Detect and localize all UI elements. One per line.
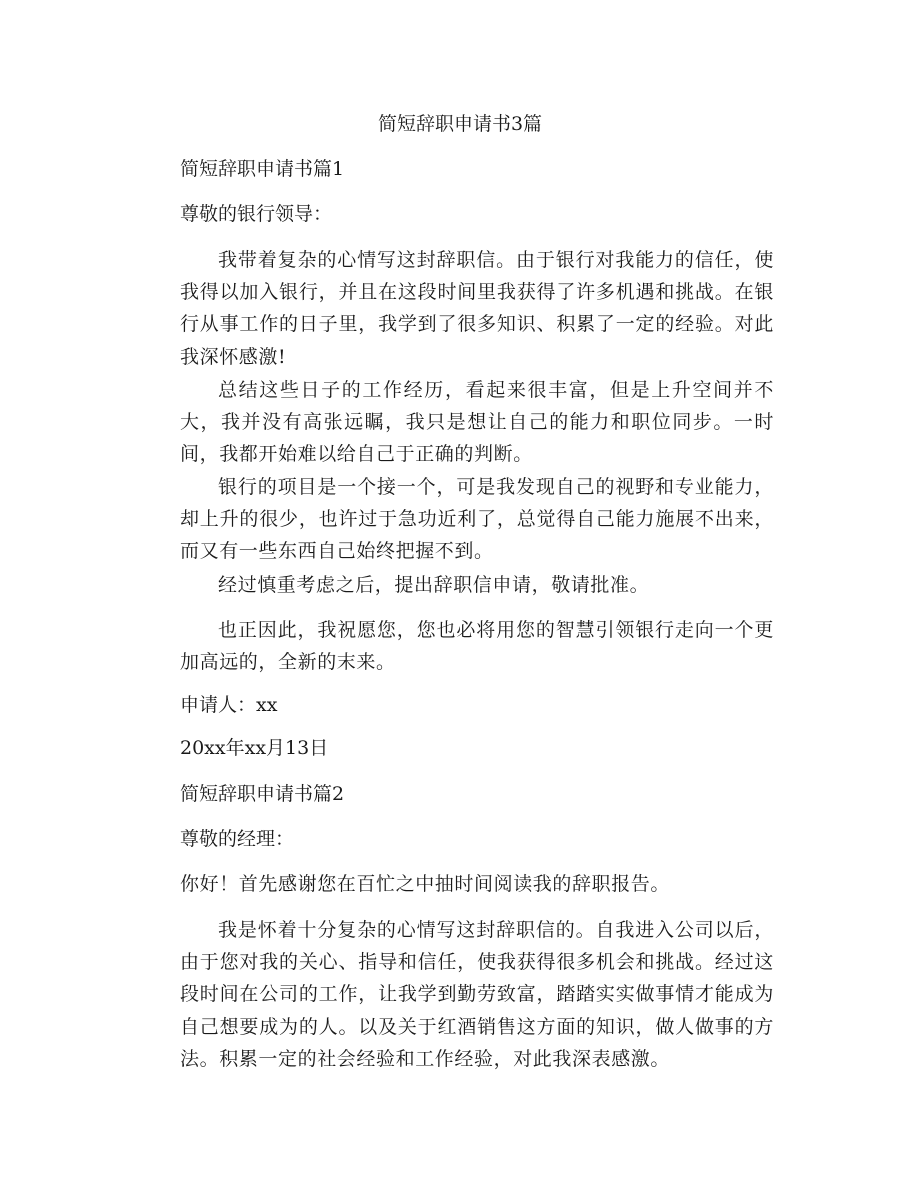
section2-greeting: 你好！首先感谢您在百忙之中抽时间阅读我的辞职报告。 [180,873,671,895]
document-title: 简短辞职申请书3篇 [377,113,543,135]
section2-paragraph: 我是怀着十分复杂的心情写这封辞职信的。自我进入公司以后，由于您对我的关心、指导和信任，使我获得很多机会和挑战。经过这段时间在公司的工作，让我学到勤劳致富，踏踏实实做事情才能成为自己想要成为的人。以及关于红酒销售这方面的知识，做人做事的方法。积累一定的社会经验和工作经验，对此我深表感激。 [180,919,774,1070]
section1-salutation: 尊敬的银行领导： [180,203,333,225]
section1-paragraph: 银行的项目是一个接一个，可是我发现自己的视野和专业能力，却上升的很少，也许过于急功近利了，总觉得自己能力施展不出来，而又有一些东西自己始终把握不到。 [180,476,774,563]
section1-paragraph: 总结这些日子的工作经历，看起来很丰富，但是上升空间并不大，我并没有高张远瞩，我只是想让自己的能力和职位同步。一时间，我都开始难以给自己于正确的判断。 [180,379,774,466]
applicant-line: 申请人：xx [180,694,278,716]
section1-paragraph: 我带着复杂的心情写这封辞职信。由于银行对我能力的信任，使我得以加入银行，并且在这段时间里我获得了许多机遇和挑战。在银行从事工作的日子里，我学到了很多知识、积累了一定的经验。对此我深怀感激! [180,249,774,368]
date-line: 20xx年xx月13日 [180,737,329,759]
section1-paragraph: 也正因此，我祝愿您，您也必将用您的智慧引领银行走向一个更加高远的，全新的末来。 [180,619,774,674]
section2-salutation: 尊敬的经理： [180,828,295,850]
section1-heading: 简短辞职申请书篇1 [180,158,345,180]
section1-paragraph: 经过慎重考虑之后，提出辞职信申请，敬请批准。 [218,574,650,596]
section2-heading: 简短辞职申请书篇2 [180,783,345,805]
